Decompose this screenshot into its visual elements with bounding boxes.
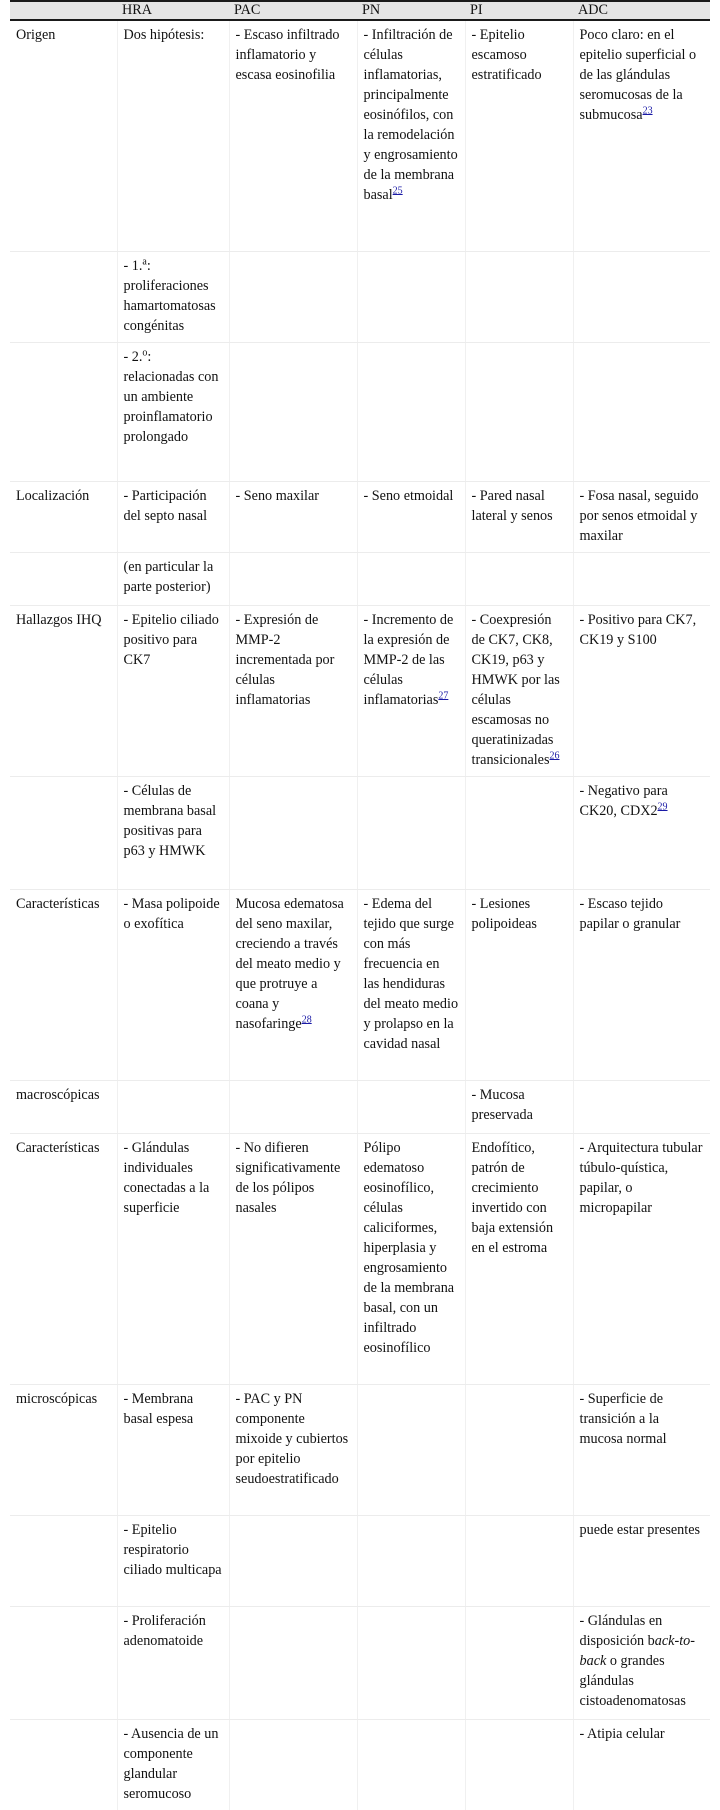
- table-row: [10, 553, 710, 606]
- row-label: [10, 252, 117, 343]
- cell-hra: - Células de membrana basal positivas para p63 y HMWK: [117, 777, 229, 890]
- cell-adc: puede estar presentes: [573, 1516, 710, 1607]
- cell-pac: [229, 777, 357, 890]
- table-row: [10, 1607, 710, 1720]
- cell-hra: - Membrana basal espesa: [117, 1385, 229, 1516]
- cell-pn: - Seno etmoidal: [357, 482, 465, 553]
- cell-text: o grandes glándulas cistoadenomatosas: [580, 1653, 686, 1709]
- header-pn: PN: [357, 1, 465, 20]
- cell-pac: [229, 1720, 357, 1810]
- cell-pac: [229, 553, 357, 606]
- cell-pac: [229, 1607, 357, 1720]
- cell-pn: - Edema del tejido que surge con más frecuencia en las hendiduras del meato medio y prolapso en la cavidad nasal: [357, 890, 465, 1081]
- cell-pac: - PAC y PN componente mixoide y cubiertos por epitelio seudoestratificado: [229, 1385, 357, 1516]
- reference-link[interactable]: 29: [658, 801, 668, 812]
- cell-adc: - Arquitectura tubular túbulo-quística, papilar, o micropapilar: [573, 1134, 710, 1385]
- table-row: [10, 252, 710, 343]
- row-label: [10, 553, 117, 606]
- header-hra: HRA: [117, 1, 229, 20]
- cell-pn: [357, 343, 465, 482]
- cell-pi: [465, 343, 573, 482]
- cell-hra: - Participación del septo nasal: [117, 482, 229, 553]
- cell-text: : proliferaciones hamartomatosas congénitas: [124, 258, 216, 334]
- table-row: [10, 890, 710, 1081]
- reference-link[interactable]: 26: [550, 750, 560, 761]
- table-row: [10, 343, 710, 482]
- row-label: macroscópicas: [10, 1081, 117, 1134]
- reference-link[interactable]: 23: [643, 105, 653, 116]
- cell-text: - Coexpresión de CK7, CK8, CK19, p63 y HMWK por las células escamosas no queratinizadas transicionales: [472, 612, 560, 768]
- cell-pi: [465, 553, 573, 606]
- table-row: [10, 606, 710, 777]
- cell-pac: - No difieren significativamente de los pólipos nasales: [229, 1134, 357, 1385]
- cell-pi: [465, 1720, 573, 1810]
- cell-hra: - Epitelio ciliado positivo para CK7: [117, 606, 229, 777]
- cell-pac: - Expresión de MMP-2 incrementada por células inflamatorias: [229, 606, 357, 777]
- cell-adc: - Positivo para CK7, CK19 y S100: [573, 606, 710, 777]
- row-label: Hallazgos IHQ: [10, 606, 117, 777]
- cell-text-italic: ack-to-back: [580, 1633, 695, 1669]
- cell-pi: - Mucosa preservada: [465, 1081, 573, 1134]
- cell-pi: [465, 252, 573, 343]
- cell-adc: [573, 343, 710, 482]
- cell-adc: [573, 1081, 710, 1134]
- ordinal-suffix: a: [142, 256, 146, 267]
- cell-pi: [465, 1516, 573, 1607]
- row-label: [10, 777, 117, 890]
- cell-pi: - Epitelio escamoso estratificado: [465, 20, 573, 252]
- row-label: Características: [10, 1134, 117, 1385]
- cell-text: Mucosa edematosa del seno maxilar, creciendo a través del meato medio y que protruye a coana y nasofaringe: [236, 896, 344, 1032]
- reference-link[interactable]: 25: [393, 185, 403, 196]
- cell-pac: [229, 890, 357, 1081]
- cell-adc: [573, 20, 710, 252]
- cell-pac: [229, 252, 357, 343]
- cell-text: - Infiltración de células inflamatorias, principalmente eosinófilos, con la remodelación y engrosamiento de la membrana basal: [364, 27, 458, 203]
- cell-pn: [357, 1516, 465, 1607]
- row-label: Características: [10, 890, 117, 1081]
- cell-adc: - Atipia celular: [573, 1720, 710, 1810]
- cell-hra: - Ausencia de un componente glandular seromucoso: [117, 1720, 229, 1810]
- cell-pi: [465, 1385, 573, 1516]
- cell-text: - 1.: [124, 258, 143, 274]
- header-adc: ADC: [573, 1, 710, 20]
- cell-pi: [465, 606, 573, 777]
- header-pac: PAC: [229, 1, 357, 20]
- cell-adc: - Escaso tejido papilar o granular: [573, 890, 710, 1081]
- cell-pn: [357, 606, 465, 777]
- cell-hra: - Epitelio respiratorio ciliado multicapa: [117, 1516, 229, 1607]
- cell-pi: Endofítico, patrón de crecimiento invertido con baja extensión en el estroma: [465, 1134, 573, 1385]
- cell-pac: [229, 343, 357, 482]
- table-row: [10, 1720, 710, 1810]
- cell-pn: Pólipo edematoso eosinofílico, células caliciformes, hiperplasia y engrosamiento de la membrana basal, con un infiltrado eosinofílico: [357, 1134, 465, 1385]
- cell-pn: [357, 777, 465, 890]
- cell-text: - Glándulas en disposición b: [580, 1613, 663, 1649]
- cell-adc: [573, 777, 710, 890]
- cell-pac: [229, 1516, 357, 1607]
- cell-adc: - Fosa nasal, seguido por senos etmoidal y maxilar: [573, 482, 710, 553]
- cell-pn: [357, 1385, 465, 1516]
- cell-pi: [465, 1607, 573, 1720]
- cell-pn: [357, 553, 465, 606]
- cell-text: - 2.: [124, 349, 143, 365]
- header-row: [10, 1, 710, 20]
- cell-pi: [465, 777, 573, 890]
- row-label: [10, 343, 117, 482]
- cell-hra: - Glándulas individuales conectadas a la superficie: [117, 1134, 229, 1385]
- cell-adc: [573, 553, 710, 606]
- row-label: [10, 1516, 117, 1607]
- cell-pn: [357, 1607, 465, 1720]
- header-empty: [10, 1, 117, 20]
- cell-pn: [357, 20, 465, 252]
- cell-adc: - Superficie de transición a la mucosa normal: [573, 1385, 710, 1516]
- cell-pac: - Escaso infiltrado inflamatorio y escasa eosinofilia: [229, 20, 357, 252]
- cell-pi: - Pared nasal lateral y senos: [465, 482, 573, 553]
- table-row: [10, 1134, 710, 1385]
- ordinal-suffix: o: [142, 347, 147, 358]
- cell-hra: (en particular la parte posterior): [117, 553, 229, 606]
- row-label: microscópicas: [10, 1385, 117, 1516]
- row-label: [10, 1720, 117, 1810]
- table-row: [10, 1081, 710, 1134]
- reference-link[interactable]: 28: [302, 1014, 312, 1025]
- reference-link[interactable]: 27: [438, 690, 448, 701]
- cell-hra: Dos hipótesis:: [117, 20, 229, 252]
- cell-text: - Incremento de la expresión de MMP-2 de las células inflamatorias: [364, 612, 454, 708]
- cell-adc: [573, 1607, 710, 1720]
- cell-pac: - Seno maxilar: [229, 482, 357, 553]
- cell-adc: [573, 252, 710, 343]
- cell-pn: [357, 252, 465, 343]
- cell-text: : relacionadas con un ambiente proinflamatorio prolongado: [124, 349, 219, 445]
- table-row: [10, 20, 710, 252]
- table-row: [10, 1385, 710, 1516]
- cell-hra: [117, 343, 229, 482]
- cell-pac: [229, 1081, 357, 1134]
- row-label: Localización: [10, 482, 117, 553]
- cell-text: Poco claro: en el epitelio superficial o de las glándulas seromucosas de la submucosa: [580, 27, 697, 123]
- comparison-table: [10, 0, 710, 1810]
- table-row: [10, 777, 710, 890]
- cell-text: - Negativo para CK20, CDX2: [580, 783, 668, 819]
- cell-hra: - Proliferación adenomatoide: [117, 1607, 229, 1720]
- cell-hra: - Masa polipoide o exofítica: [117, 890, 229, 1081]
- table-row: [10, 1516, 710, 1607]
- cell-pn: [357, 1720, 465, 1810]
- table-row: [10, 482, 710, 553]
- cell-pn: [357, 1081, 465, 1134]
- cell-pi: - Lesiones polipoideas: [465, 890, 573, 1081]
- row-label: [10, 1607, 117, 1720]
- cell-hra: [117, 252, 229, 343]
- cell-hra: [117, 1081, 229, 1134]
- header-pi: PI: [465, 1, 573, 20]
- row-label: Origen: [10, 20, 117, 252]
